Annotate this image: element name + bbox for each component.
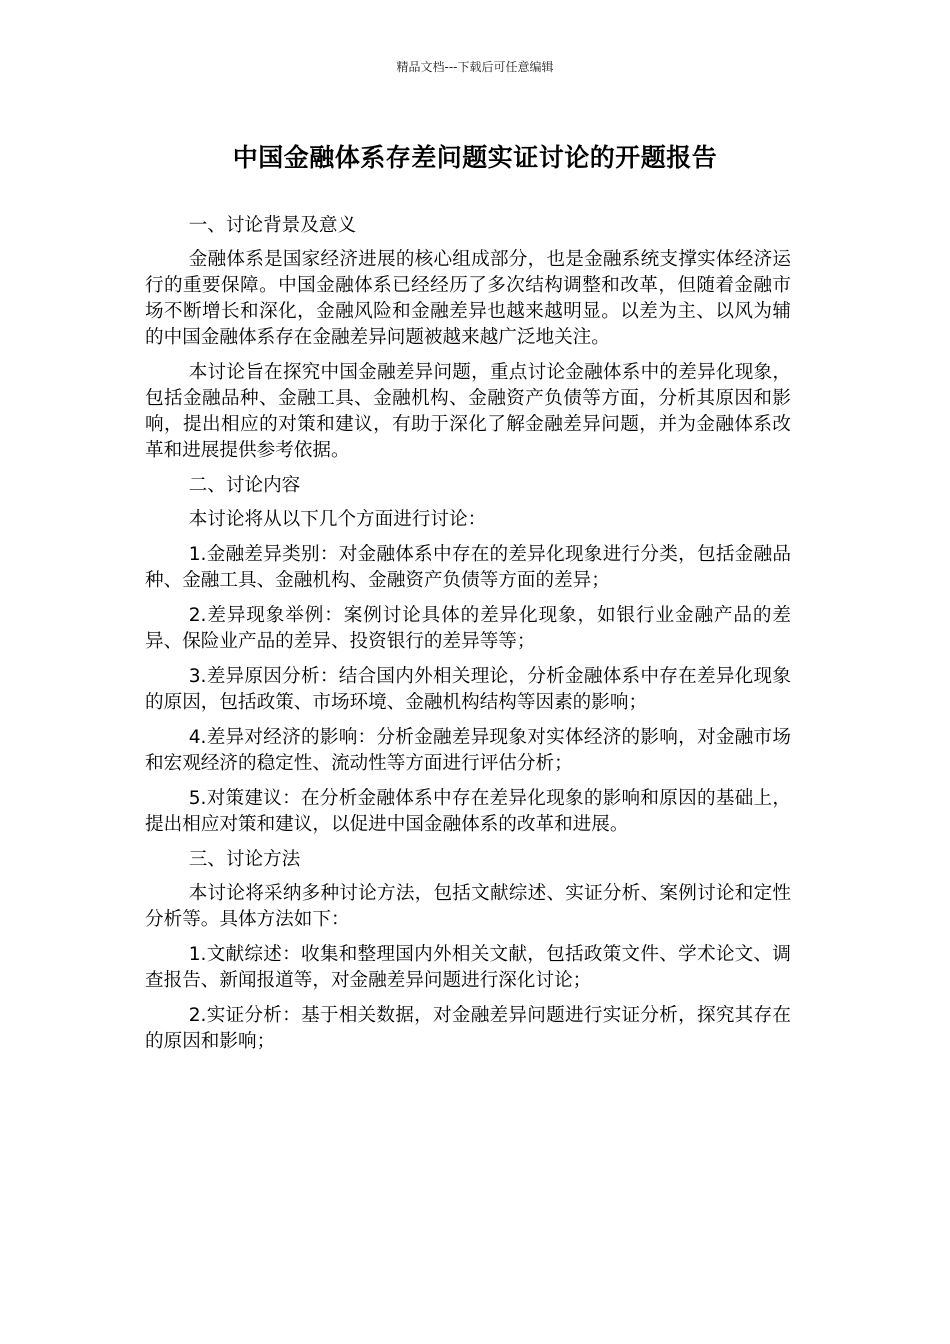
list-item-content-1: 1.金融差异类别：对金融体系中存在的差异化现象进行分类，包括金融品种、金融工具、金融机构、金融资产负债等方面的差异；	[145, 544, 791, 591]
paragraph-background-2: 本讨论旨在探究中国金融差异问题，重点讨论金融体系中的差异化现象，包括金融品种、金融工具、金融机构、金融资产负债等方面，分析其原因和影响，提出相应的对策和建议，有助于深化了解金融差异问题，并为金融体系改革和进展提供参考依据。	[145, 362, 791, 461]
paragraph-method-intro: 本讨论将采纳多种讨论方法，包括文献综述、实证分析、案例讨论和定性分析等。具体方法如下：	[145, 883, 791, 930]
list-item-content-4: 4.差异对经济的影响：分析金融差异现象对实体经济的影响，对金融市场和宏观经济的稳定性、流动性等方面进行评估分析；	[145, 727, 791, 774]
page-header: 精品文档---下载后可任意编辑	[396, 60, 554, 74]
paragraph-background-1: 金融体系是国家经济进展的核心组成部分，也是金融系统支撑实体经济运行的重要保障。中国金融体系已经经历了多次结构调整和改革，但随着金融市场不断增长和深化，金融风险和金融差异也越来越明显。以差为主、以风为辅的中国金融体系存在金融差异问题被越来越广泛地关注。	[145, 249, 791, 348]
document-body	[145, 213, 791, 1064]
list-item-content-2: 2.差异现象举例：案例讨论具体的差异化现象，如银行业金融产品的差异、保险业产品的差异、投资银行的差异等等；	[145, 605, 791, 652]
document-title: 中国金融体系存差问题实证讨论的开题报告	[232, 143, 718, 172]
list-item-method-1: 1.文献综述：收集和整理国内外相关文献，包括政策文件、学术论文、调查报告、新闻报道等，对金融差异问题进行深化讨论；	[145, 944, 791, 991]
paragraph-content-intro: 本讨论将从以下几个方面进行讨论：	[188, 509, 487, 530]
list-item-method-2: 2.实证分析：基于相关数据，对金融差异问题进行实证分析，探究其存在的原因和影响；	[145, 1005, 791, 1052]
section-heading-content: 二、讨论内容	[188, 475, 301, 496]
section-heading-method: 三、讨论方法	[188, 849, 301, 870]
list-item-content-3: 3.差异原因分析：结合国内外相关理论，分析金融体系中存在差异化现象的原因，包括政策、市场环境、金融机构结构等因素的影响；	[145, 666, 791, 713]
section-heading-background: 一、讨论背景及意义	[188, 215, 357, 236]
list-item-content-5: 5.对策建议：在分析金融体系中存在差异化现象的影响和原因的基础上，提出相应对策和建议，以促进中国金融体系的改革和进展。	[145, 788, 791, 835]
